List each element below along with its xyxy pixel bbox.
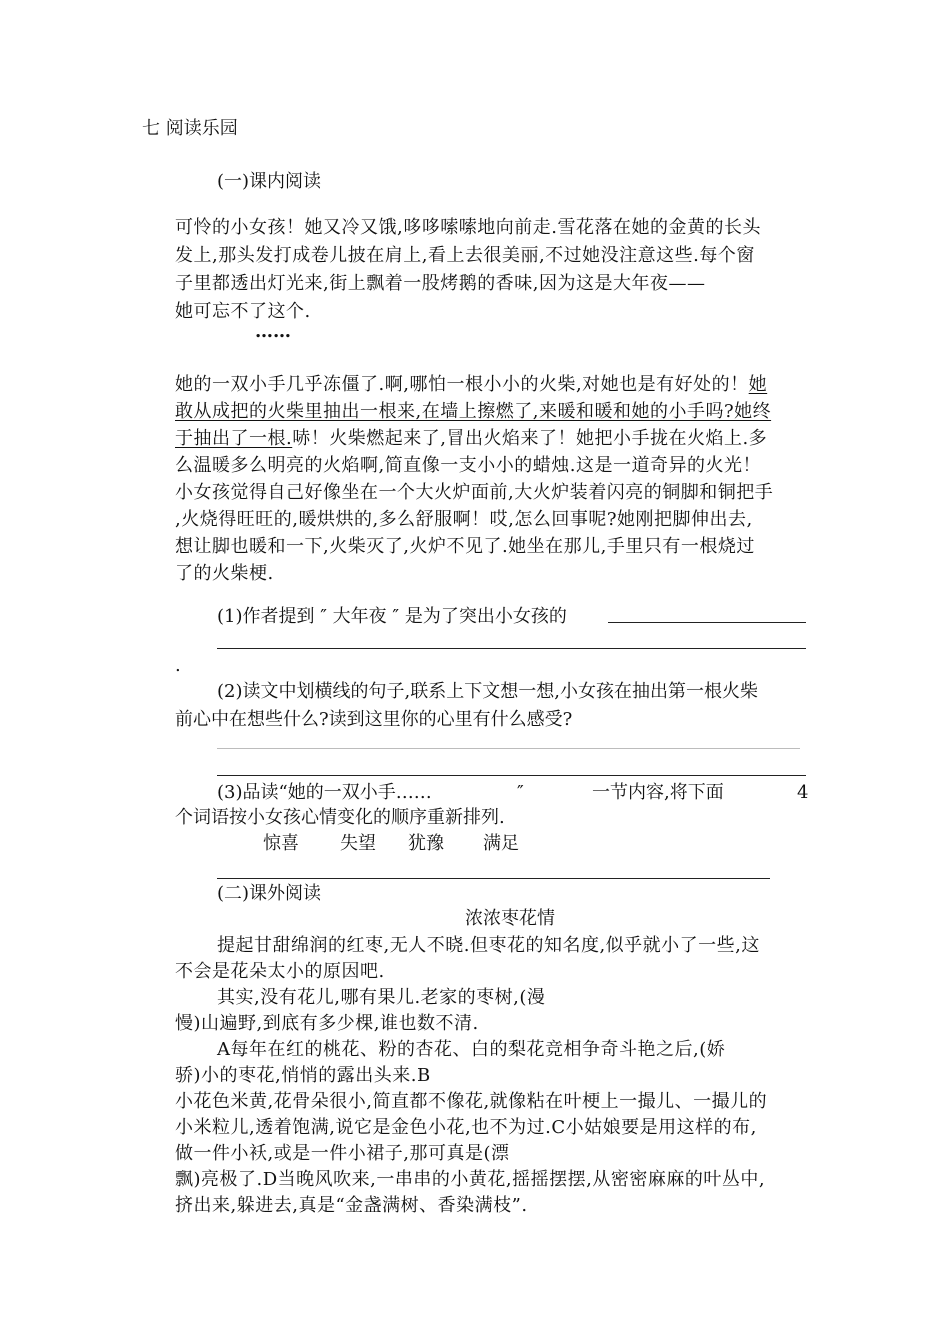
article-title: 浓浓枣花情 [465, 908, 555, 929]
answer-line-q2-2[interactable] [217, 775, 806, 776]
question-3-part-c: 一节内容,将下面 [592, 782, 724, 803]
underlined-sentence: 她 [748, 374, 768, 395]
part1-heading: (一)课内阅读 [217, 171, 322, 192]
article-line: A每年在红的桃花、粉的杏花、白的梨花竞相争奇斗艳之后,(娇 [217, 1039, 726, 1060]
word-item: 失望 [340, 833, 376, 854]
underlined-sentence: 于抽出了一根. [175, 428, 293, 449]
question-1: (1)作者提到 ″ 大年夜 ″ 是为了突出小女孩的 [217, 606, 567, 627]
article-line: 提起甘甜绵润的红枣,无人不晓.但枣花的知名度,似乎就小了一些,这 [217, 935, 760, 956]
question-1-end: . [175, 655, 181, 676]
article-line: 做一件小袄,或是一件小裙子,那可真是(漂 [175, 1143, 510, 1164]
answer-line-q3[interactable] [217, 878, 770, 879]
passage2-text: 哧！火柴燃起来了,冒出火焰来了！她把小手拢在火焰上.多 [292, 428, 768, 449]
article-line: 挤出来,躲进去,真是“金盏满树、香染满枝”. [175, 1195, 528, 1216]
article-line: 飘)亮极了.D当晚风吹来,一串串的小黄花,摇摇摆摆,从密密麻麻的叶丛中, [175, 1169, 766, 1190]
passage2-text: 她的一双小手几乎冻僵了.啊,哪怕一根小小的火柴,对她也是有好处的！ [175, 374, 749, 395]
passage1-line: 子里都透出灯光来,街上飘着一股烤鹅的香味,因为这是大年夜—— [175, 273, 706, 294]
article-line: 小米粒儿,透着饱满,说它是金色小花,也不为过.C小姑娘要是用这样的布, [175, 1117, 757, 1138]
passage2-line-1 [175, 373, 767, 397]
passage2-line: 了的火柴梗. [175, 563, 274, 584]
article-line: 其实,没有花儿,哪有果儿.老家的枣树,(漫 [217, 987, 546, 1008]
passage-ellipsis: …… [255, 321, 291, 342]
question-3-part-a: (3)品读“她的一双小手…… [217, 782, 432, 803]
passage2-line: ,火烧得旺旺的,暖烘烘的,多么舒服啊！哎,怎么回事呢?她刚把脚伸出去, [175, 509, 753, 530]
article-line: 小花色米黄,花骨朵很小,简直都不像花,就像粘在叶梗上一撮儿、一撮儿的 [175, 1091, 768, 1112]
article-line: 骄)小的枣花,悄悄的露出头来.B [175, 1065, 431, 1086]
section-title: 七 阅读乐园 [142, 118, 238, 139]
word-item: 满足 [483, 833, 519, 854]
word-item: 犹豫 [408, 833, 444, 854]
part2-heading: (二)课外阅读 [217, 883, 322, 904]
question-3-part-d: 4 [797, 782, 809, 803]
question-2-line: (2)读文中划横线的句子,联系上下文想一想,小女孩在抽出第一根火柴 [217, 681, 758, 702]
passage2-line: 想让脚也暖和一下,火柴灭了,火炉不见了.她坐在那儿,手里只有一根烧过 [175, 536, 755, 557]
passage2-line: 么温暖多么明亮的火焰啊,简直像一支小小的蜡烛.这是一道奇异的火光！ [175, 455, 761, 476]
article-line: 不会是花朵太小的原因吧. [175, 961, 385, 982]
passage1-line: 发上,那头发打成卷儿披在肩上,看上去很美丽,不过她没注意这些.每个窗 [175, 245, 755, 266]
answer-line-q2[interactable] [217, 748, 800, 749]
question-2-line: 前心中在想些什么?读到这里你的心里有什么感受? [175, 709, 573, 730]
passage2-line-3 [175, 427, 767, 451]
word-item: 惊喜 [263, 833, 299, 854]
answer-line-q1[interactable] [608, 622, 806, 623]
underlined-sentence: 敢从成把的火柴里抽出一根来,在墙上擦燃了,来暖和暖和她的小手吗?她终 [175, 401, 772, 422]
article-line: 慢)山遍野,到底有多少棵,谁也数不清. [175, 1013, 479, 1034]
passage1-line: 可怜的小女孩！她又冷又饿,哆哆嗦嗦地向前走.雪花落在她的金黄的长头 [175, 217, 761, 238]
question-3-part-b: ″ [517, 782, 524, 803]
answer-line-q1-2[interactable] [217, 648, 806, 649]
question-3-line: 个词语按小女孩心情变化的顺序重新排列. [175, 807, 505, 828]
passage1-line: 她可忘不了这个. [175, 301, 311, 322]
passage2-line: 小女孩觉得自己好像坐在一个大火炉面前,大火炉装着闪亮的铜脚和铜把手 [175, 482, 774, 503]
